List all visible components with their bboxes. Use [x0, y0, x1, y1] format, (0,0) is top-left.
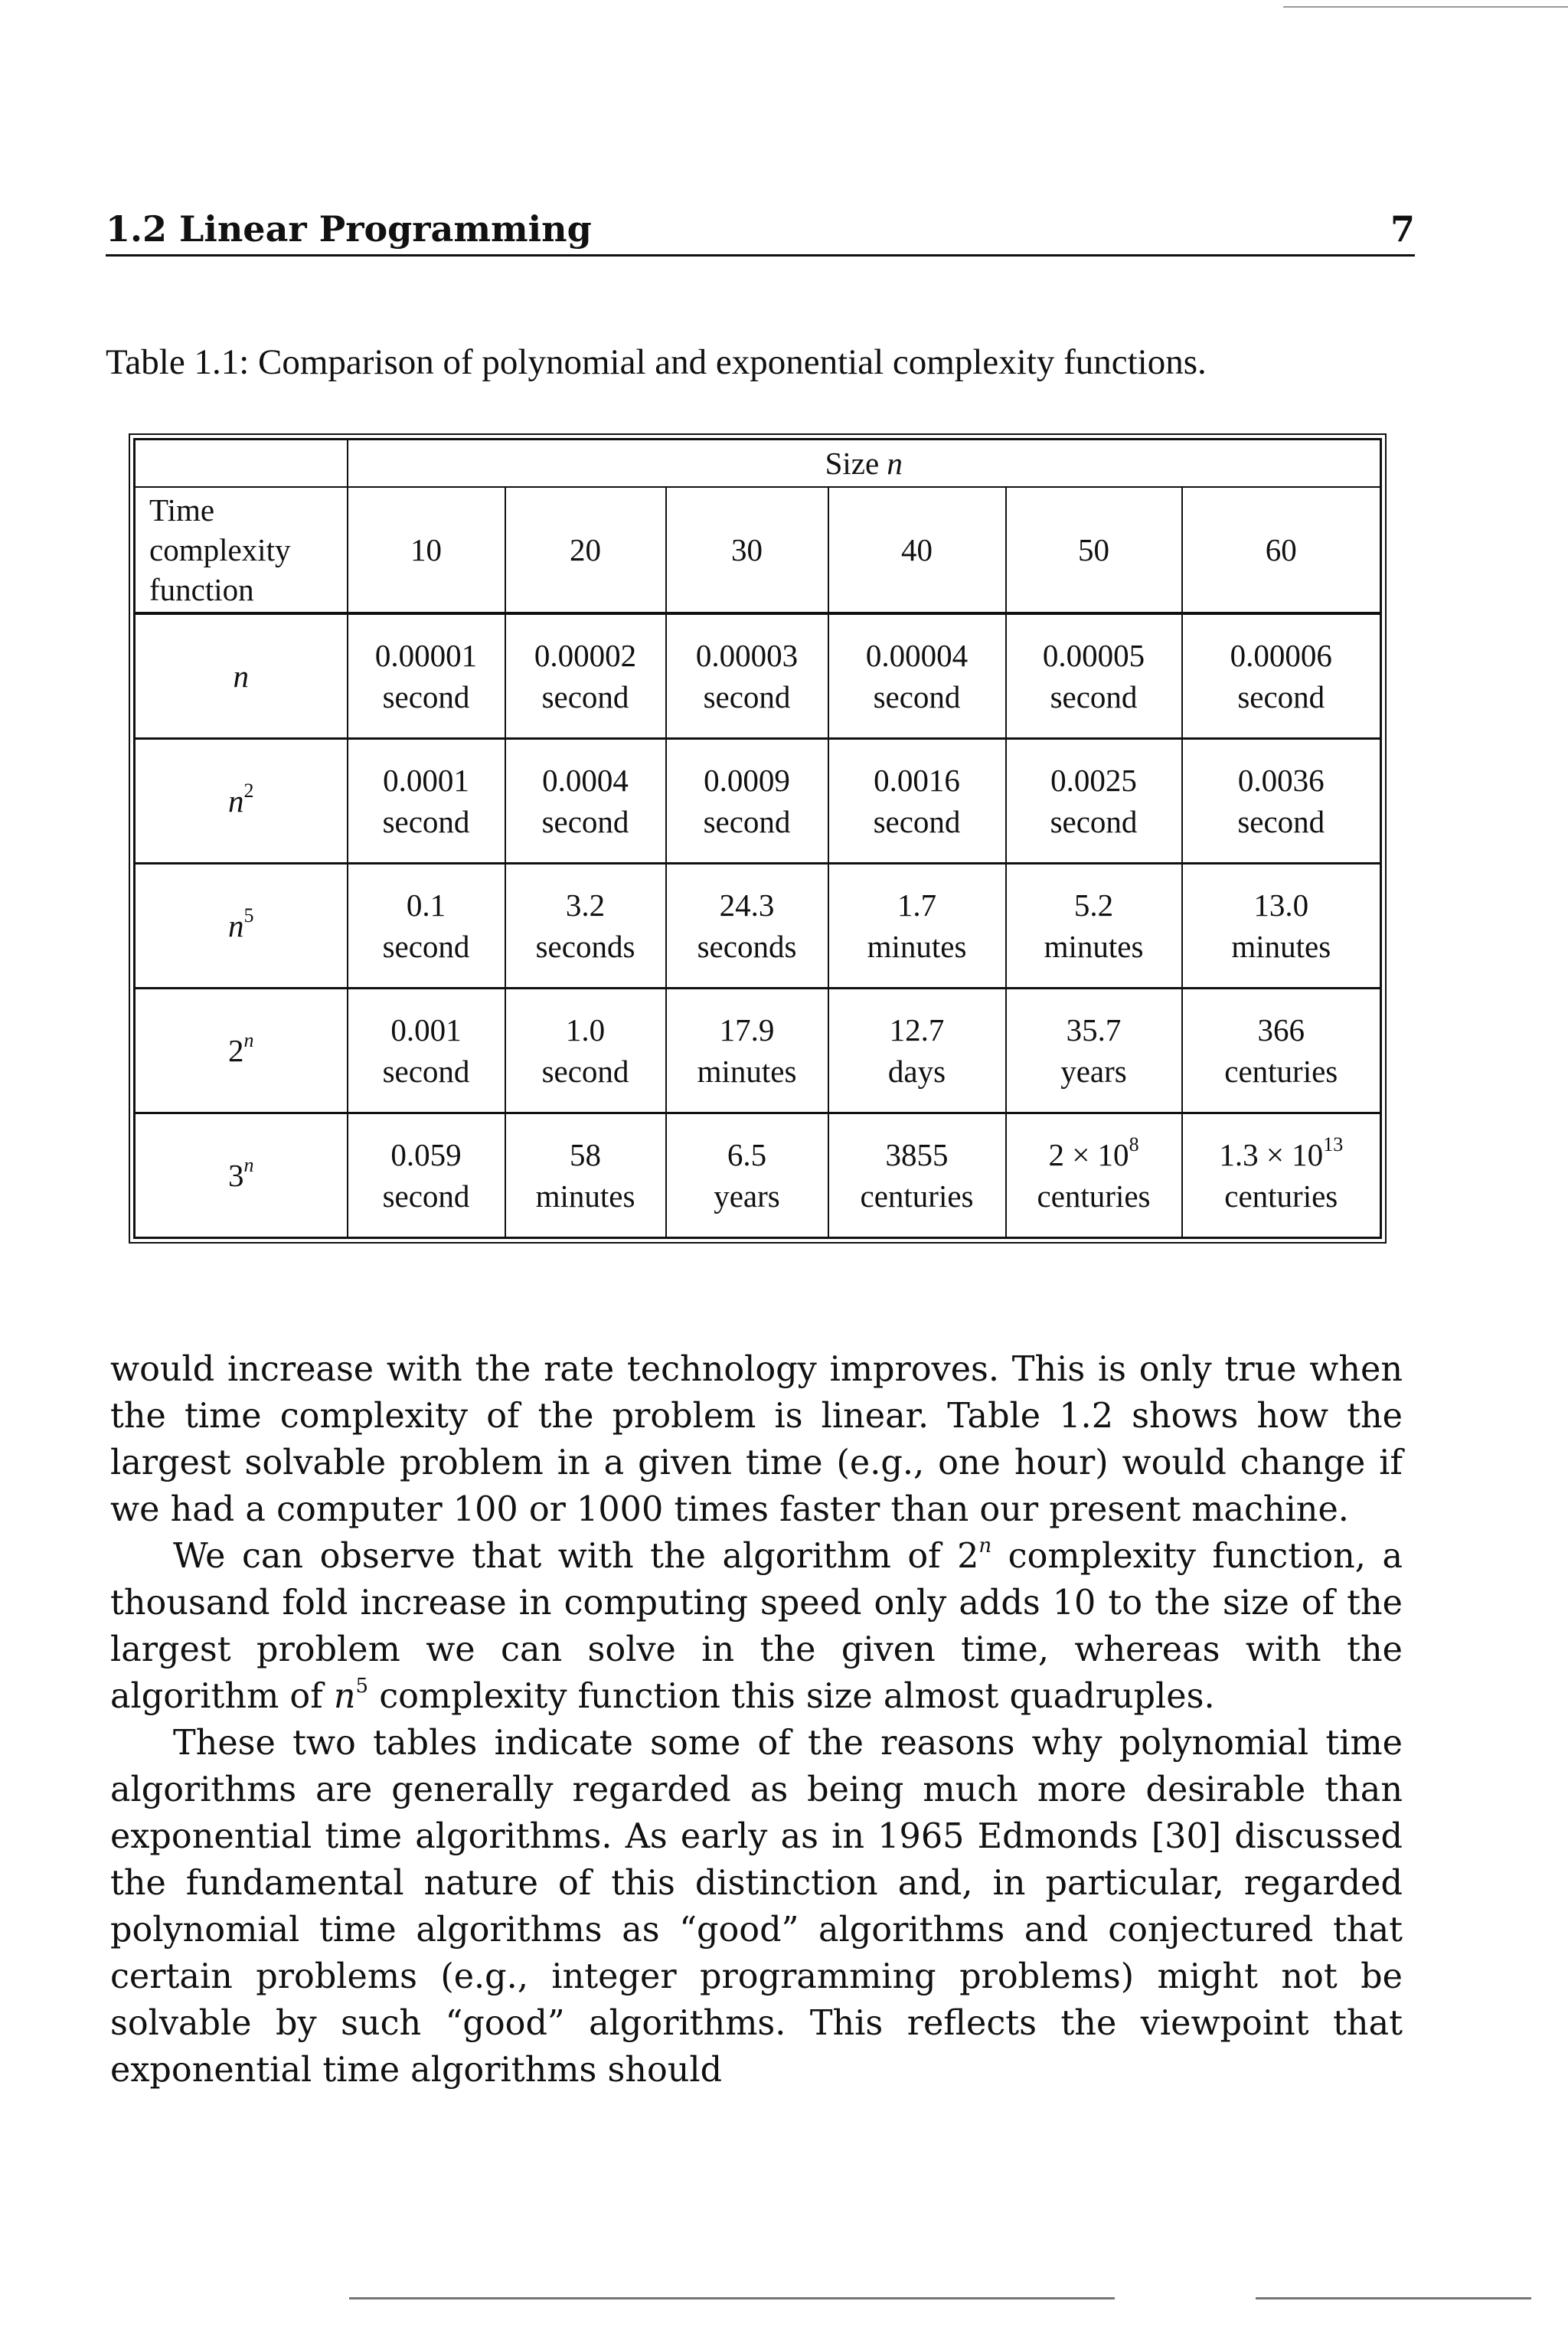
function-exponent: n	[243, 1029, 254, 1052]
cell-value	[829, 760, 1005, 801]
cell-value	[348, 1009, 505, 1051]
superscript: 5	[355, 1675, 369, 1698]
value-exponent: 8	[1129, 1133, 1139, 1156]
cell-value	[506, 760, 665, 801]
math-variable: n	[333, 1677, 356, 1716]
cell-unit: second	[382, 929, 470, 964]
cell-unit: minutes	[867, 929, 967, 964]
cell-unit: years	[714, 1178, 780, 1214]
cell-value	[1007, 884, 1181, 926]
cell-unit: second	[541, 804, 629, 839]
value-text: 0.0025	[1050, 763, 1137, 798]
value-text: 24.3	[719, 887, 775, 923]
cell-unit: seconds	[697, 929, 797, 964]
value-text: 35.7	[1066, 1012, 1122, 1048]
bottom-scan-rule	[1256, 2297, 1531, 2299]
function-exponent: 5	[243, 904, 254, 927]
table-row	[135, 1113, 1381, 1238]
row-header-line: Time	[149, 492, 215, 528]
table-cell	[348, 864, 505, 989]
cell-unit: second	[382, 1178, 470, 1214]
size-variable: n	[887, 446, 903, 481]
cell-unit: minutes	[1231, 929, 1331, 964]
value-text: 3.2	[565, 887, 606, 923]
cell-value	[667, 1134, 828, 1175]
cell-value	[506, 884, 665, 926]
value-text: 0.0009	[704, 763, 790, 798]
cell-unit: second	[703, 679, 791, 714]
value-text: 0.00006	[1230, 638, 1332, 673]
value-text: 0.059	[390, 1137, 462, 1172]
value-text: 0.00003	[695, 638, 799, 673]
cell-value	[348, 635, 505, 676]
table-row	[135, 739, 1381, 864]
table-cell	[1006, 739, 1182, 864]
text-run: complexity function this size almost quadruples.	[368, 1677, 1215, 1716]
table-cell	[348, 739, 505, 864]
table-cell	[1006, 1113, 1182, 1238]
table-cell	[1182, 864, 1381, 989]
row-header-line: complexity	[149, 532, 291, 567]
function-base: n	[228, 783, 244, 819]
table-cell	[666, 864, 828, 989]
value-text: 1.0	[565, 1012, 606, 1048]
cell-value	[1007, 1009, 1181, 1051]
table-cell	[348, 989, 505, 1113]
cell-unit: second	[1050, 804, 1138, 839]
value-text: 0.00002	[534, 638, 637, 673]
value-text: 0.0036	[1237, 763, 1325, 798]
value-text: 0.0001	[383, 763, 469, 798]
cell-unit: second	[1050, 679, 1138, 714]
cell-unit: second	[541, 1054, 629, 1089]
value-text: 6.5	[727, 1137, 767, 1172]
cell-value	[348, 1134, 505, 1175]
cell-value	[506, 1009, 665, 1051]
cell-value	[829, 1009, 1005, 1051]
corner-cell	[135, 440, 348, 488]
column-header: 40	[828, 487, 1006, 613]
cell-value	[1007, 1134, 1181, 1175]
cell-unit: minutes	[1044, 929, 1144, 964]
row-header-line: function	[149, 572, 254, 607]
table-cell	[505, 989, 666, 1113]
table-cell	[505, 739, 666, 864]
value-text: 58	[570, 1137, 601, 1172]
cell-unit: second	[382, 804, 470, 839]
paragraph: These two tables indicate some of the reasons why polynomial time algorithms are generally regarded as being much more desirable than exponential time algorithms. As early as in 1965 Edmonds [30] discussed the fundamental nature of this distinction and, in particular, regarded polynomial time algorithms as “good” algorithms and conjectured that certain problems (e.g., integer programming problems) might not be solvable by such “good” algorithms. This reflects the viewpoint that exponential time algorithms should	[110, 1724, 1403, 2090]
cell-value	[1007, 760, 1181, 801]
column-header: 30	[666, 487, 828, 613]
bottom-scan-rule	[349, 2297, 1115, 2299]
cell-unit: second	[382, 679, 470, 714]
value-text: 1.7	[897, 887, 937, 923]
table-row	[135, 989, 1381, 1113]
value-text: 0.0004	[542, 763, 629, 798]
value-text: 12.7	[889, 1012, 945, 1048]
cell-value	[667, 884, 828, 926]
complexity-function	[135, 989, 348, 1113]
table-cell	[1182, 613, 1381, 739]
table-cell	[828, 613, 1006, 739]
cell-unit: second	[382, 1054, 470, 1089]
value-text: 0.00001	[374, 638, 478, 673]
function-base: n	[233, 659, 249, 694]
cell-unit: days	[887, 1054, 946, 1089]
cell-unit: centuries	[1224, 1178, 1338, 1214]
table-cell	[828, 1113, 1006, 1238]
table-cell	[828, 864, 1006, 989]
cell-value	[506, 1134, 665, 1175]
function-base: n	[228, 908, 244, 943]
cell-unit: centuries	[1037, 1178, 1151, 1214]
cell-unit: minutes	[535, 1178, 635, 1214]
value-text: 0.00005	[1042, 638, 1145, 673]
table-cell	[828, 739, 1006, 864]
cell-unit: years	[1060, 1054, 1127, 1089]
table-cell	[666, 739, 828, 864]
value-text: 13.0	[1253, 887, 1309, 923]
complexity-function	[135, 1113, 348, 1238]
value-text: 366	[1257, 1012, 1305, 1048]
cell-value	[829, 1134, 1005, 1175]
table-cell	[1182, 989, 1381, 1113]
table-cell	[348, 1113, 505, 1238]
size-header-row	[135, 440, 1381, 488]
cell-value	[829, 884, 1005, 926]
column-header: 20	[505, 487, 666, 613]
value-text: 0.0016	[874, 763, 960, 798]
cell-unit: second	[873, 679, 961, 714]
table-cell	[666, 989, 828, 1113]
table-cell	[505, 864, 666, 989]
text-run: We can observe that with the algorithm of 2	[173, 1537, 979, 1576]
paragraph: would increase with the rate technology improves. This is only true when the time complexity of the problem is linear. Table 1.2 shows how the largest solvable problem in a given time (e.g., one hour) would change if we had a computer 100 or 1000 times faster than our present machine.	[110, 1350, 1403, 1529]
cell-value	[1183, 1134, 1380, 1175]
cell-unit: minutes	[697, 1054, 797, 1089]
table-cell	[828, 989, 1006, 1113]
column-header-row	[135, 487, 1381, 613]
cell-unit: second	[541, 679, 629, 714]
value-text: 17.9	[719, 1012, 775, 1048]
size-label: Size	[825, 446, 880, 481]
size-header	[348, 440, 1381, 488]
section-title: 1.2 Linear Programming	[106, 208, 592, 250]
cell-unit: seconds	[535, 929, 635, 964]
value-text: 1.3 × 10	[1219, 1137, 1324, 1172]
value-text: 5.2	[1073, 887, 1114, 923]
table-row	[135, 864, 1381, 989]
value-text: 2 × 10	[1048, 1137, 1129, 1172]
column-header: 10	[348, 487, 505, 613]
table-row	[135, 613, 1381, 739]
value-text: 0.00004	[865, 638, 969, 673]
table-cell	[1006, 864, 1182, 989]
cell-unit: second	[703, 804, 791, 839]
paragraph	[110, 1533, 1403, 1720]
function-exponent: n	[243, 1154, 254, 1177]
table-cell	[505, 613, 666, 739]
table-cell	[505, 1113, 666, 1238]
cell-value	[667, 635, 828, 676]
column-header: 60	[1182, 487, 1381, 613]
table-caption: Table 1.1: Comparison of polynomial and exponential complexity functions.	[106, 342, 1207, 382]
row-header-label	[135, 487, 348, 613]
text-run: complexity function, a thousand fold increase in computing speed only adds 10 to the size of the largest problem we can solve in the given time, whereas with the algorithm of	[110, 1537, 1403, 1716]
body-text	[110, 1346, 1403, 2093]
value-text: 3855	[885, 1137, 949, 1172]
cell-unit: centuries	[860, 1178, 974, 1214]
table-cell	[666, 1113, 828, 1238]
value-exponent: 13	[1323, 1133, 1344, 1156]
table-cell	[1006, 989, 1182, 1113]
cell-value	[1183, 1009, 1380, 1051]
column-header: 50	[1006, 487, 1182, 613]
complexity-function	[135, 613, 348, 739]
complexity-table	[133, 438, 1382, 1239]
value-text: 0.001	[390, 1012, 462, 1048]
function-base: 2	[228, 1033, 244, 1068]
function-exponent: 2	[243, 780, 254, 802]
table-cell	[666, 613, 828, 739]
cell-value	[829, 635, 1005, 676]
cell-unit: second	[1237, 679, 1325, 714]
cell-value	[348, 884, 505, 926]
table-frame	[129, 433, 1387, 1244]
cell-value	[1183, 635, 1380, 676]
cell-value	[1183, 760, 1380, 801]
cell-value	[506, 635, 665, 676]
cell-value	[348, 760, 505, 801]
cell-value	[667, 760, 828, 801]
function-base: 3	[228, 1158, 244, 1193]
table-cell	[1182, 739, 1381, 864]
page-number: 7	[1390, 208, 1415, 250]
table-body	[135, 613, 1381, 1238]
cell-value	[1007, 635, 1181, 676]
table-cell	[1182, 1113, 1381, 1238]
scan-edge-rule	[1283, 6, 1568, 8]
table-cell	[348, 613, 505, 739]
cell-value	[667, 1009, 828, 1051]
cell-unit: centuries	[1224, 1054, 1338, 1089]
cell-value	[1183, 884, 1380, 926]
value-text: 0.1	[406, 887, 446, 923]
complexity-function	[135, 739, 348, 864]
running-head	[106, 207, 1415, 257]
table-cell	[1006, 613, 1182, 739]
complexity-function	[135, 864, 348, 989]
superscript: n	[978, 1535, 992, 1558]
cell-unit: second	[873, 804, 961, 839]
cell-unit: second	[1237, 804, 1325, 839]
